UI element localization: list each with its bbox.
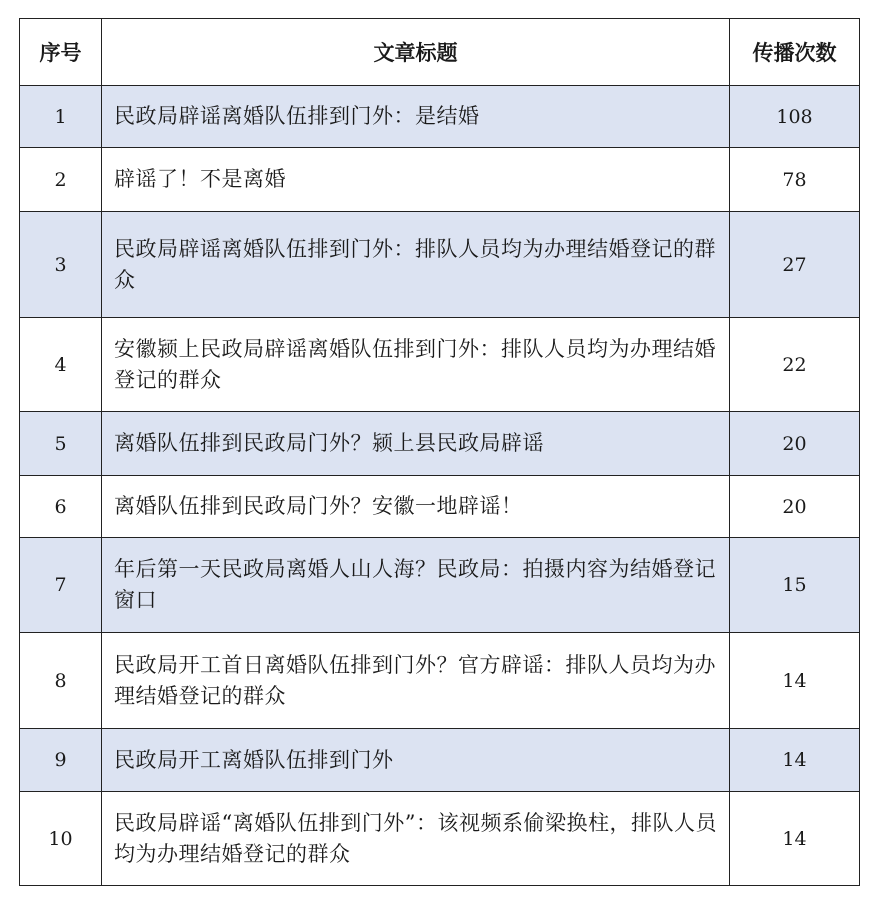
row-count: 108 <box>730 86 860 148</box>
row-index: 10 <box>20 792 102 886</box>
row-title: 民政局辟谣“离婚队伍排到门外”：该视频系偷梁换柱，排队人员均为办理结婚登记的群众 <box>102 792 730 886</box>
row-title: 离婚队伍排到民政局门外？颍上县民政局辟谣 <box>102 412 730 476</box>
table-row <box>20 412 860 476</box>
row-index: 4 <box>20 318 102 412</box>
article-spread-table-container <box>19 18 859 886</box>
row-index: 5 <box>20 412 102 476</box>
row-count: 27 <box>730 212 860 318</box>
row-index: 3 <box>20 212 102 318</box>
row-index: 8 <box>20 633 102 729</box>
row-title: 安徽颍上民政局辟谣离婚队伍排到门外：排队人员均为办理结婚登记的群众 <box>102 318 730 412</box>
table-row <box>20 792 860 886</box>
table-row <box>20 633 860 729</box>
row-title: 民政局辟谣离婚队伍排到门外：排队人员均为办理结婚登记的群众 <box>102 212 730 318</box>
row-index: 7 <box>20 538 102 633</box>
row-index: 1 <box>20 86 102 148</box>
row-count: 20 <box>730 412 860 476</box>
table-row <box>20 86 860 148</box>
article-spread-table <box>19 18 860 886</box>
row-count: 14 <box>730 792 860 886</box>
table-row <box>20 729 860 792</box>
header-count: 传播次数 <box>730 19 860 86</box>
row-index: 6 <box>20 476 102 538</box>
row-title: 离婚队伍排到民政局门外？安徽一地辟谣！ <box>102 476 730 538</box>
table-row <box>20 318 860 412</box>
row-count: 15 <box>730 538 860 633</box>
row-count: 22 <box>730 318 860 412</box>
row-title: 民政局开工离婚队伍排到门外 <box>102 729 730 792</box>
row-title: 民政局辟谣离婚队伍排到门外：是结婚 <box>102 86 730 148</box>
row-title: 辟谣了！不是离婚 <box>102 148 730 212</box>
row-title: 年后第一天民政局离婚人山人海？民政局：拍摄内容为结婚登记窗口 <box>102 538 730 633</box>
table-header-row <box>20 19 860 86</box>
row-count: 78 <box>730 148 860 212</box>
row-count: 20 <box>730 476 860 538</box>
row-index: 9 <box>20 729 102 792</box>
row-title: 民政局开工首日离婚队伍排到门外？官方辟谣：排队人员均为办理结婚登记的群众 <box>102 633 730 729</box>
table-row <box>20 538 860 633</box>
row-index: 2 <box>20 148 102 212</box>
table-row <box>20 212 860 318</box>
row-count: 14 <box>730 729 860 792</box>
header-title: 文章标题 <box>102 19 730 86</box>
row-count: 14 <box>730 633 860 729</box>
table-row <box>20 476 860 538</box>
header-index: 序号 <box>20 19 102 86</box>
table-row <box>20 148 860 212</box>
